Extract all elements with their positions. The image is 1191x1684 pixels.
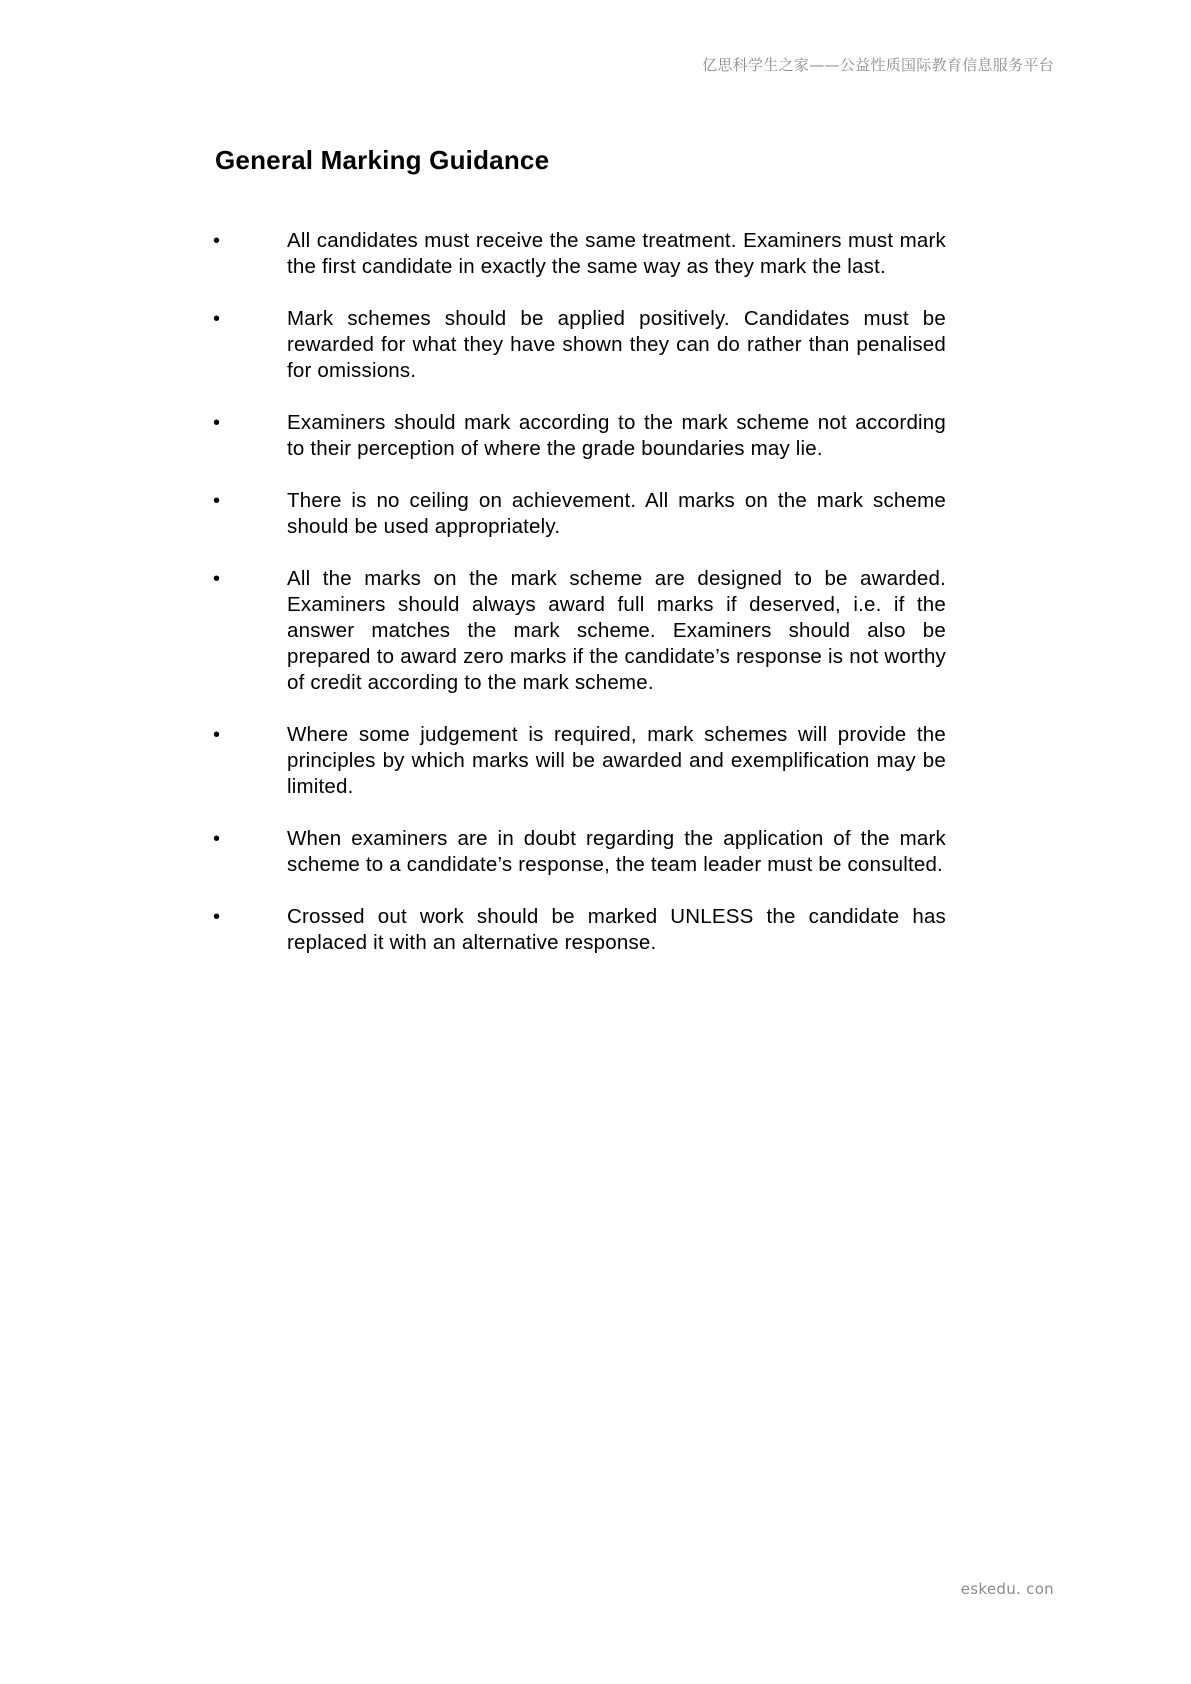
bullet-icon: • — [213, 230, 221, 252]
guidance-text: When examiners are in doubt regarding the application of the mark scheme to a candidate’s response, the team leader must be consulted. — [287, 827, 946, 876]
list-item — [211, 566, 946, 696]
guidance-text: Crossed out work should be marked UNLESS the candidate has replaced it with an alternative response. — [287, 905, 946, 954]
bullet-icon: • — [213, 412, 221, 434]
bullet-icon: • — [213, 906, 221, 928]
list-item — [211, 904, 946, 956]
list-item — [211, 410, 946, 462]
footer-site: eskedu. con — [960, 1580, 1054, 1598]
bullet-icon: • — [213, 308, 221, 330]
list-item — [211, 488, 946, 540]
bullet-icon: • — [213, 490, 221, 512]
guidance-text: All candidates must receive the same treatment. Examiners must mark the first candidate in exactly the same way as they mark the last. — [287, 229, 946, 278]
header-watermark: 亿思科学生之家——公益性质国际教育信息服务平台 — [702, 56, 1054, 74]
guidance-text: Mark schemes should be applied positively. Candidates must be rewarded for what they have shown they can do rather than penalised for omissions. — [287, 307, 946, 382]
guidance-text: Where some judgement is required, mark schemes will provide the principles by which marks will be awarded and exemplification may be limited. — [287, 723, 946, 798]
list-item — [211, 722, 946, 800]
bullet-icon: • — [213, 568, 221, 590]
page-title: General Marking Guidance — [215, 145, 550, 175]
guidance-text: There is no ceiling on achievement. All marks on the mark scheme should be used appropriately. — [287, 489, 946, 538]
bullet-icon: • — [213, 828, 221, 850]
list-item — [211, 228, 946, 280]
guidance-text: All the marks on the mark scheme are designed to be awarded. Examiners should always award full marks if deserved, i.e. if the answer matches the mark scheme. Examiners should also be prepared to award zero marks if the candidate’s response is not worthy of credit according to the mark scheme. — [287, 567, 946, 694]
list-item — [211, 826, 946, 878]
guidance-text: Examiners should mark according to the mark scheme not according to their perception of where the grade boundaries may lie. — [287, 411, 946, 460]
list-item — [211, 306, 946, 384]
bullet-icon: • — [213, 724, 221, 746]
guidance-list — [211, 228, 946, 982]
